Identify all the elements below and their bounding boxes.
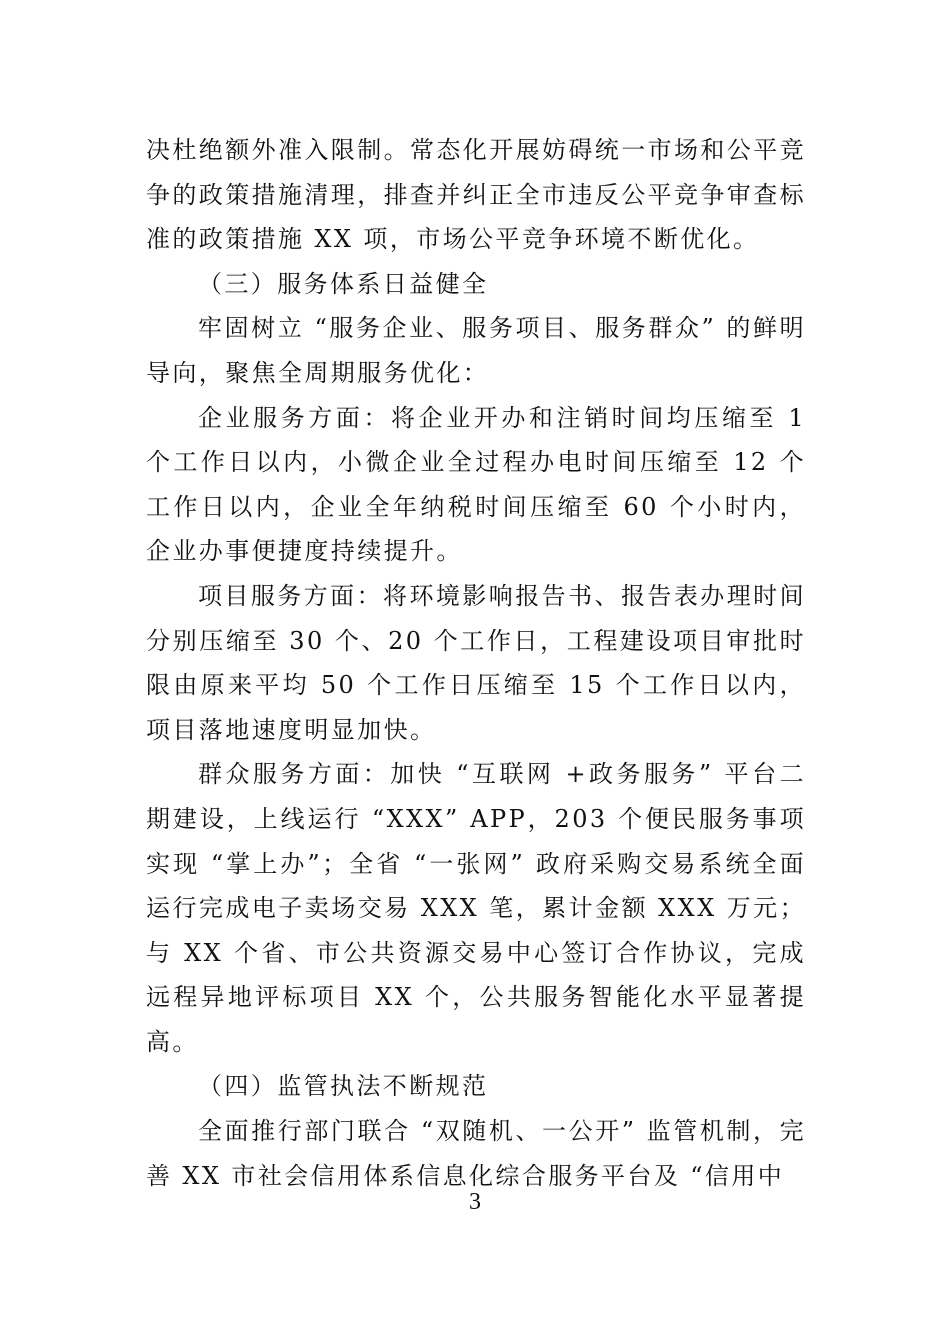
document-body	[146, 128, 806, 1198]
paragraph-service-orientation: 牢固树立 “服务企业、服务项目、服务群众” 的鲜明导向，聚焦全周期服务优化：	[146, 314, 806, 387]
section-heading-supervision: （四）监管执法不断规范	[198, 1072, 489, 1101]
paragraph-supervision-mechanism: 全面推行部门联合 “双随机、一公开” 监管机制，完善 XX 市社会信用体系信息化综合服务平台及 “信用中	[146, 1117, 806, 1190]
paragraph-market-competition: 决杜绝额外准入限制。常态化开展妨碍统一市场和公平竞争的政策措施清理，排查并纠正全市违反公平竞争审查标准的政策措施 XX 项，市场公平竞争环境不断优化。	[146, 136, 806, 254]
paragraph-public-services: 群众服务方面：加快 “互联网 +政务服务” 平台二期建设，上线运行 “XXX” APP，203 个便民服务事项实现 “掌上办”；全省 “一张网” 政府采购交易系统全面运行完成电子卖场交易 XXX 笔，累计金额 XXX 万元；与 XX 个省、市公共资源交易中心签订合作协议，完成远程异地评标项目 XX 个，公共服务智能化水平显著提高。	[146, 760, 806, 1056]
page-number: 3	[469, 1189, 481, 1215]
paragraph-project-services: 项目服务方面：将环境影响报告书、报告表办理时间分别压缩至 30 个、20 个工作日，工程建设项目审批时限由原来平均 50 个工作日压缩至 15 个工作日以内，项目落地速度明显加快。	[146, 581, 806, 744]
paragraph-enterprise-services: 企业服务方面：将企业开办和注销时间均压缩至 1 个工作日以内，小微企业全过程办电时间压缩至 12 个工作日以内，企业全年纳税时间压缩至 60 个小时内，企业办事便捷度持续提升。	[146, 403, 806, 566]
section-heading-service-system: （三）服务体系日益健全	[198, 269, 489, 298]
